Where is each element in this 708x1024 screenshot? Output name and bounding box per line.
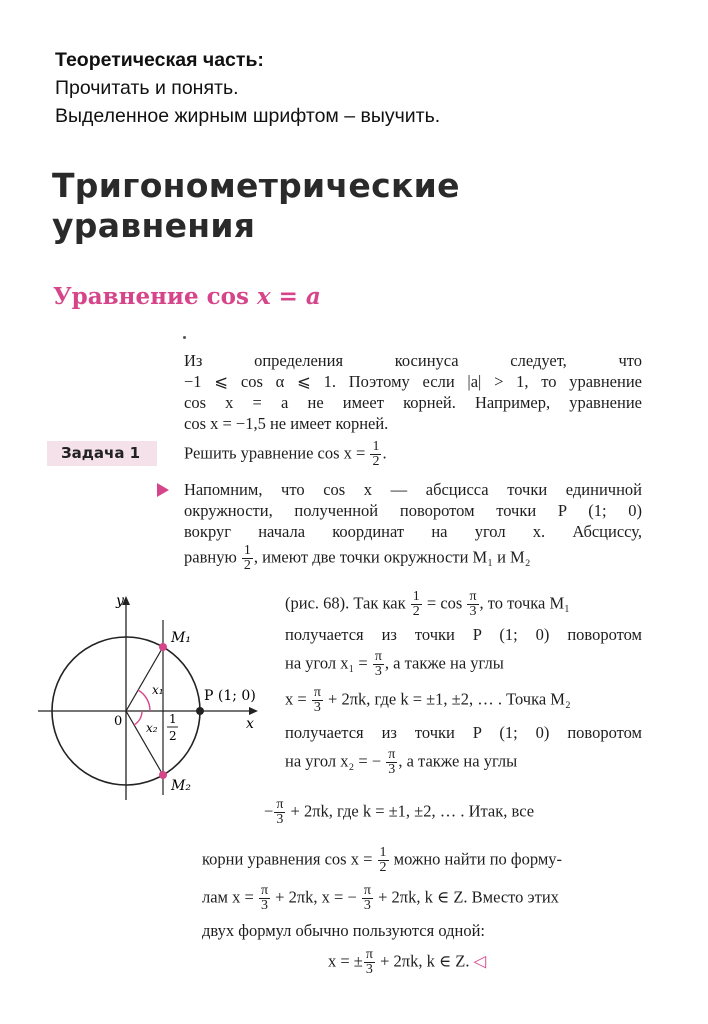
line7-a: на угол x₁ = [285,653,368,673]
task-statement [184,440,387,469]
line5-a: (рис. 68). Так как [285,593,406,613]
line13-frac-1 [259,884,270,913]
frac-num: π [260,883,269,898]
solution-line-5 [285,590,642,624]
frac-den: 3 [365,962,373,977]
header-line-1: Прочитать и понять. [55,77,239,99]
header-heading: Теоретическая часть: [55,49,264,71]
half-num: 1 [169,712,177,726]
intro-line-3: cos x = a не имеет корней. Например, уравнение [184,393,642,412]
solution-line-11 [264,798,534,827]
angle-arc-x1 [138,690,150,711]
line8-a: x = [285,689,307,709]
line8-frac [312,686,323,715]
subtitle-expr: x = a [256,283,321,310]
frac-num: π [313,685,321,700]
frac-den: 2 [412,604,420,619]
header-line-2: Выделенное жирным шрифтом – выучить. [55,105,441,127]
line4-frac [242,544,253,573]
line12-frac [378,846,389,875]
solution-line-9: получается из точки P (1; 0) поворотом [285,723,642,742]
m1-label: M₁ [171,630,191,646]
angle-arc-x2 [134,711,142,725]
line15-frac [364,948,375,977]
frac-den: 2 [243,558,251,573]
frac-den: 3 [388,762,396,777]
line13-b: + 2πk, x = − [275,887,357,907]
line12-a: корни уравнения cos x = [202,849,373,869]
task-label: Задача 1 [47,441,157,466]
frac-num: 1 [412,589,420,604]
frac-num: π [363,883,371,898]
line10-b: , а также на углы [398,751,518,771]
radius-m1 [126,647,163,711]
line12-b: можно найти по форму- [393,849,563,869]
point-p [196,707,204,715]
line8-b: + 2πk, где k = ±1, ±2, … . Точка M₂ [328,689,571,709]
line15-b: + 2πk, k ∈ Z. [380,951,470,971]
point-m1 [159,643,167,651]
line5-frac-pi3 [467,590,478,619]
m2-label: M₂ [171,778,191,794]
line5-b: = cos [426,593,463,613]
intro-line-1: Из определения косинуса следует, что [184,351,642,370]
point-m2 [159,771,167,779]
section-subtitle [53,283,321,310]
frac-num: π [469,589,477,604]
solution-line-14: двух формул обычно пользуются одной: [202,921,486,940]
line13-c: + 2πk, k ∈ Z. Вместо этих [378,887,559,907]
solution-block-top [184,479,642,573]
task-text: Решить уравнение cos x = [184,443,366,463]
solution-block-bottom [202,846,642,977]
frac-den: 3 [363,898,371,913]
frac-num: 1 [243,543,251,558]
frac-den: 2 [379,860,387,875]
line4-b: , имеют две точки окружности M₁ и M₂ [253,547,531,567]
frac-den: 3 [276,812,284,827]
line7-b: , а также на углы [384,653,504,673]
intro-line-2: −1 ⩽ cos α ⩽ 1. Поэтому если |a| > 1, то уравнение [184,372,642,391]
solution-line-7 [285,650,642,686]
unit-circle-figure [38,590,278,810]
line11-frac [274,798,285,827]
solution-line-10 [285,748,642,784]
solution-line-13 [202,884,642,920]
x-label: x [246,716,254,732]
frac-den: 3 [374,664,382,679]
frac-den: 3 [260,898,268,913]
line5-frac-half [411,590,422,619]
intro-line-4: cos x = −1,5 не имеет корней. [184,414,389,433]
line13-a: лам x = [202,887,254,907]
line10-frac [386,748,397,777]
line5-c: , то точка M₁ [479,593,570,613]
line10-a: на угол x₂ = − [285,751,382,771]
x2-label: x₂ [146,721,158,735]
line13-frac-2 [362,884,373,913]
solution-line-3: вокруг начала координат на угол x. Абсциссу, [184,522,642,541]
frac-num: π [365,947,373,962]
task-end: . [382,443,387,463]
origin-label: 0 [114,714,123,729]
frac-num: π [388,747,396,762]
frac-den: 2 [372,454,380,469]
line15-a: x = ± [328,951,363,971]
x-axis-arrow-icon [249,707,258,715]
task-fraction [370,440,381,469]
section-title-line-1: Тригонометрические [52,166,460,205]
solution-line-1: Напомним, что cos x — абсцисса точки единичной [184,480,642,499]
line7-frac [373,650,384,679]
x1-label: x₁ [152,683,164,697]
frac-num: π [374,649,382,664]
subtitle-prefix: Уравнение cos [53,283,257,310]
intro-paragraph [184,350,642,434]
y-label: y [116,593,124,609]
decorative-dot [183,336,186,339]
solution-arrow-icon [157,483,169,497]
frac-num: 1 [372,439,380,454]
frac-den: 3 [469,604,477,619]
end-mark-icon: ◁ [473,951,487,971]
solution-block-side [285,590,642,784]
frac-num: π [276,797,284,812]
section-title-line-2: уравнения [52,206,256,245]
solution-line-12 [202,846,642,884]
half-den: 2 [169,729,177,743]
frac-num: 1 [379,845,387,860]
solution-line-6: получается из точки P (1; 0) поворотом [285,625,642,644]
line11-a: − [264,801,274,821]
solution-line-4 [184,544,642,573]
frac-den: 3 [313,700,321,715]
solution-line-8 [285,686,642,722]
line4-a: равную [184,547,237,567]
solution-line-2: окружности, полученной поворотом точки P (1; 0) [184,501,642,520]
point-p-label: P (1; 0) [204,688,256,704]
solution-line-15 [202,948,642,977]
section-title [52,166,612,246]
line11-b: + 2πk, где k = ±1, ±2, … . Итак, все [290,801,535,821]
header-block [55,46,655,130]
